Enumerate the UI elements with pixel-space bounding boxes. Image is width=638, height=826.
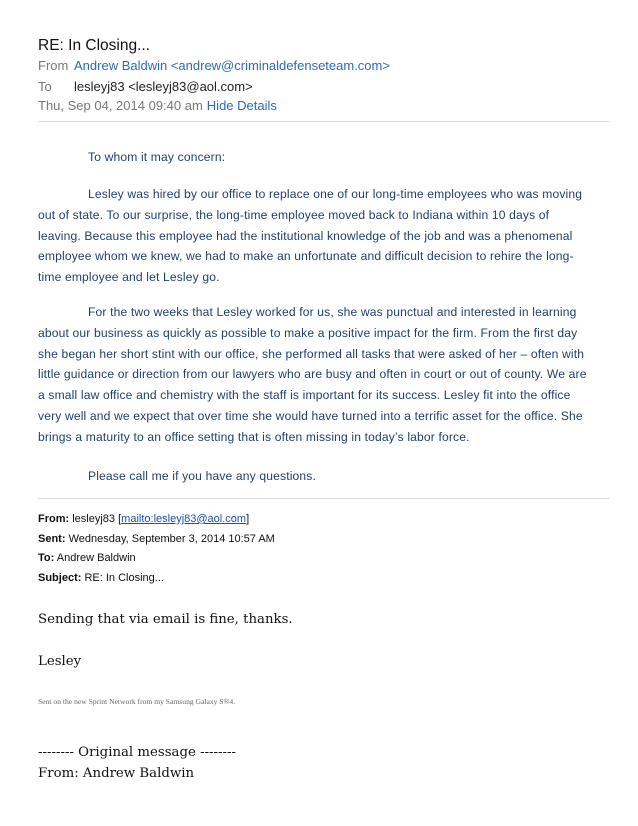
original-message-marker: -------- Original message -------- [38, 745, 237, 760]
quoted-subject-label: Subject: [38, 571, 82, 584]
bracket-open: [ [118, 513, 122, 525]
letter-greeting: To whom it may concern: [88, 150, 226, 164]
quoted-sent-label: Sent: [38, 532, 66, 545]
bracket-close: ] [246, 513, 250, 525]
hide-details-link[interactable]: Hide Details [206, 98, 277, 113]
quoted-sent-value: Wednesday, September 3, 2014 10:57 AM [68, 532, 275, 545]
from-label: From [38, 58, 69, 73]
reply-signature: Lesley [38, 654, 82, 669]
original-from-line: From: Andrew Baldwin [38, 766, 195, 781]
quoted-subject-value: RE: In Closing... [84, 571, 164, 584]
letter-closing: Please call me if you have any questions. [88, 469, 316, 483]
quoted-from-name: lesleyj83 [72, 513, 116, 525]
device-note: Sent on the new Sprint Network from my Samsung Galaxy S®4. [38, 697, 236, 706]
letter-paragraph-2: For the two weeks that Lesley worked for us, she was punctual and interested in learning about our business as quickly as possible to make a positive impact for the firm. From the first day she began her short stint with our office, she performed all tasks that were asked of her – often with little guidance or direction from our lawyers who are busy and often in court or out of county. We are a small law office and chemistry with the staff is important for its success. Lesley fit into the office very well and we expect that over time she would have turned into a terrific asset for the office. She brings a maturity to an office setting that is often missing in today’s labor force. [38, 305, 587, 444]
quoted-subject-line [38, 572, 275, 592]
quoted-to-value: Andrew Baldwin [56, 552, 136, 565]
quoted-to-label: To: [38, 552, 55, 565]
quoted-header [38, 513, 275, 591]
from-row [38, 58, 390, 73]
reply-line: Sending that via email is fine, thanks. [38, 612, 293, 627]
quoted-from-label: From: [38, 513, 70, 525]
header-divider [38, 121, 609, 122]
date-row [38, 98, 277, 113]
quoted-to-line [38, 552, 275, 572]
sender-address-link[interactable]: Andrew Baldwin <andrew@criminaldefenseteam.com> [74, 58, 390, 73]
email-subject: RE: In Closing... [38, 37, 150, 54]
quoted-from-line [38, 513, 275, 533]
to-row [38, 79, 253, 94]
quote-divider [38, 498, 609, 499]
quoted-sent-line [38, 533, 275, 553]
mailto-link[interactable]: mailto:lesleyj83@aol.com [121, 513, 247, 525]
recipient-address: lesleyj83 <lesleyj83@aol.com> [74, 79, 253, 94]
to-label: To [38, 79, 52, 94]
letter-paragraph-1: Lesley was hired by our office to replace one of our long-time employees who was moving out of state. To our surprise, the long-time employee moved back to Indiana within 10 days of leaving. Because this employee had the institutional knowledge of the job and was a phenomenal employee whom we knew, we had to make an unfortunate and difficult decision to rehire the long-time employee and let Lesley go. [38, 187, 583, 285]
email-date: Thu, Sep 04, 2014 09:40 am [38, 98, 203, 113]
